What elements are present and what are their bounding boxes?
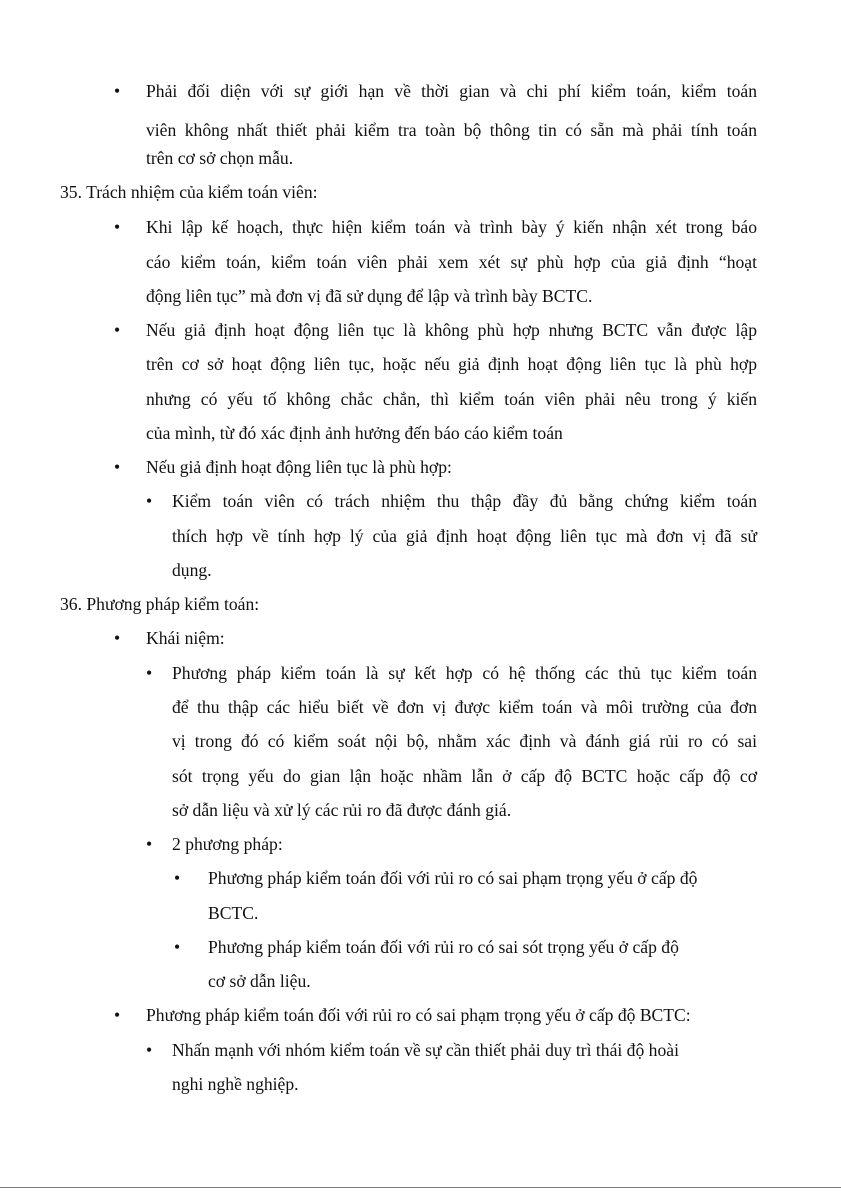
- paragraph-line: cơ sở dẫn liệu.: [208, 971, 311, 991]
- bullet: •: [114, 1005, 121, 1025]
- paragraph-line: thích hợp về tính hợp lý của giả định hoạt động liên tục mà đơn vị đã sử: [172, 526, 757, 546]
- sub-bullet: •: [146, 1040, 153, 1060]
- section-heading-35: 35. Trách nhiệm của kiểm toán viên:: [60, 182, 318, 202]
- paragraph-line: nghi nghề nghiệp.: [172, 1074, 299, 1094]
- paragraph-line: Phải đối diện với sự giới hạn về thời gian và chi phí kiểm toán, kiểm toán: [146, 81, 757, 101]
- bullet: •: [114, 628, 121, 648]
- paragraph-line: Nhấn mạnh với nhóm kiểm toán về sự cần thiết phải duy trì thái độ hoài: [172, 1040, 679, 1060]
- paragraph-line: Phương pháp kiểm toán là sự kết hợp có hệ thống các thủ tục kiểm toán: [172, 663, 757, 683]
- bullet: •: [114, 457, 121, 477]
- paragraph-line: Kiểm toán viên có trách nhiệm thu thập đầy đủ bằng chứng kiểm toán: [172, 491, 757, 511]
- paragraph-line: động liên tục” mà đơn vị đã sử dụng để lập và trình bày BCTC.: [146, 286, 593, 306]
- paragraph-line: sở dẫn liệu và xử lý các rủi ro đã được đánh giá.: [172, 800, 512, 820]
- paragraph-line: Phương pháp kiểm toán đối với rủi ro có sai phạm trọng yếu ở cấp độ: [208, 868, 698, 888]
- sub-bullet: •: [146, 834, 153, 854]
- sub-bullet: •: [146, 491, 153, 511]
- paragraph-line: để thu thập các hiểu biết về đơn vị được kiểm toán và môi trường của đơn: [172, 697, 757, 717]
- paragraph-line: vị trong đó có kiểm soát nội bộ, nhằm xác định và đánh giá rủi ro có sai: [172, 731, 757, 751]
- paragraph-line: Phương pháp kiểm toán đối với rủi ro có sai sót trọng yếu ở cấp độ: [208, 937, 679, 957]
- paragraph-line: cáo kiểm toán, kiểm toán viên phải xem xét sự phù hợp của giả định “hoạt: [146, 252, 757, 272]
- paragraph-line: sót trọng yếu do gian lận hoặc nhầm lẫn ở cấp độ BCTC hoặc cấp độ cơ: [172, 766, 757, 786]
- paragraph-line: viên không nhất thiết phải kiểm tra toàn bộ thông tin có sẵn mà phải tính toán: [146, 120, 757, 140]
- bullet: •: [114, 320, 121, 340]
- paragraph-line: Nếu giả định hoạt động liên tục là phù hợp:: [146, 457, 452, 477]
- paragraph-line: Nếu giả định hoạt động liên tục là không phù hợp nhưng BCTC vẫn được lập: [146, 320, 757, 340]
- section-heading-36: 36. Phương pháp kiểm toán:: [60, 594, 260, 614]
- paragraph-line: nhưng có yếu tố không chắc chắn, thì kiểm toán viên phải nêu trong ý kiến: [146, 389, 757, 409]
- sub-sub-bullet: •: [174, 937, 181, 957]
- paragraph-line: BCTC.: [208, 903, 259, 923]
- paragraph-line: trên cơ sở hoạt động liên tục, hoặc nếu giả định hoạt động liên tục là phù hợp: [146, 354, 757, 374]
- sub-bullet: •: [146, 663, 153, 683]
- page-bottom-rule: [0, 1187, 841, 1188]
- paragraph-line: của mình, từ đó xác định ảnh hưởng đến báo cáo kiểm toán: [146, 423, 563, 443]
- paragraph-line: Khi lập kế hoạch, thực hiện kiểm toán và trình bày ý kiến nhận xét trong báo: [146, 217, 757, 237]
- sub-sub-bullet: •: [174, 868, 181, 888]
- bullet: •: [114, 217, 121, 237]
- bullet: •: [114, 81, 121, 101]
- paragraph-line: trên cơ sở chọn mẫu.: [146, 148, 294, 168]
- paragraph-line: dụng.: [172, 560, 212, 580]
- paragraph-line: Khái niệm:: [146, 628, 225, 648]
- paragraph-line: Phương pháp kiểm toán đối với rủi ro có sai phạm trọng yếu ở cấp độ BCTC:: [146, 1005, 691, 1025]
- paragraph-line: 2 phương pháp:: [172, 834, 283, 854]
